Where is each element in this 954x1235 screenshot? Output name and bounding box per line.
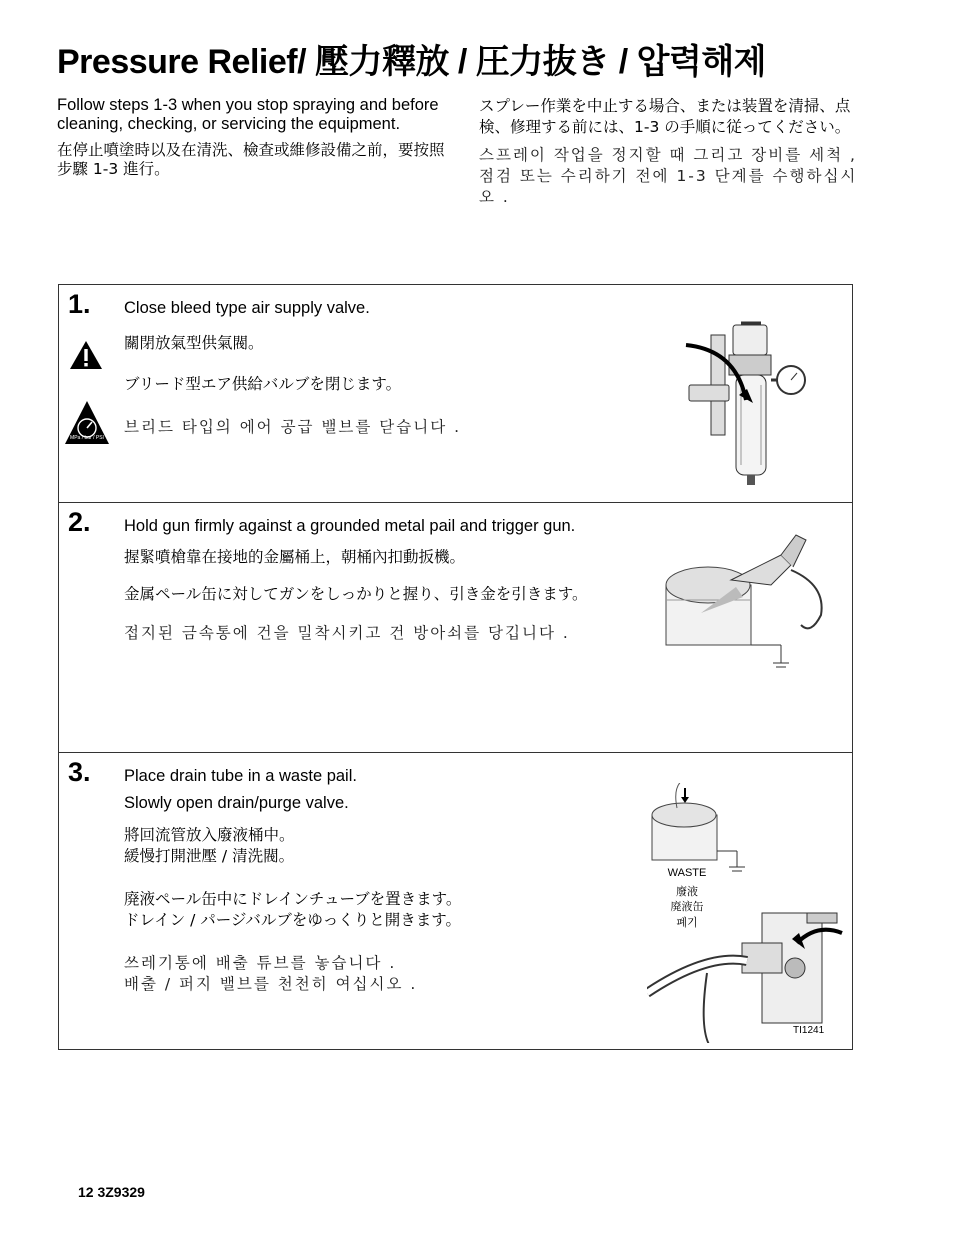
warning-triangle-icon <box>68 339 104 376</box>
step-1-ja: ブリード型エア供給バルブを閉じます。 <box>124 375 402 393</box>
step-3-zh-2: 緩慢打開泄壓 / 清洗閥。 <box>124 847 295 865</box>
intro-en: Follow steps 1-3 when you stop spraying and before cleaning, checking, or servicing the equipment. <box>57 96 439 133</box>
intro-ja: スプレー作業を中止する場合、または装置を清掃、点検、修理する前には、1-3 の手順に従ってください。 <box>479 97 851 136</box>
step-2-en: Hold gun firmly against a grounded metal pail and trigger gun. <box>124 517 576 535</box>
step-3-en-2: Slowly open drain/purge valve. <box>124 794 349 812</box>
figure-ref: TI1241 <box>793 1025 825 1036</box>
step-number: 3. <box>68 757 91 787</box>
step-1-ko: 브리드 타입의 에어 공급 밸브를 닫습니다 . <box>124 418 462 436</box>
step-3-en-1: Place drain tube in a waste pail. <box>124 767 357 785</box>
waste-label-ko: 폐기 <box>676 916 698 929</box>
pressure-units: MPa / bar / PSI <box>70 435 104 441</box>
drain-valve-figure <box>647 783 847 1043</box>
waste-label-ja: 廃液缶 <box>670 900 704 913</box>
step-3-ja-2: ドレイン / パージバルブをゆっくりと開きます。 <box>124 911 462 929</box>
intro-left <box>57 96 447 186</box>
page-footer: 12 3Z9329 <box>78 1184 145 1200</box>
step-3-box <box>58 752 853 1050</box>
step-1-box <box>58 284 853 503</box>
step-2-text <box>124 513 644 644</box>
step-3-ko-1: 쓰레기통에 배출 튜브를 놓습니다 . <box>124 954 397 972</box>
intro-ko: 스프레이 작업을 정지할 때 그리고 장비를 세척 , 점검 또는 수리하기 전에 1-3 단계를 수행하십시오 . <box>479 146 858 206</box>
step-3-ja-1: 廃液ペール缶中にドレインチューブを置きます。 <box>124 890 462 908</box>
step-2-zh: 握緊噴槍靠在接地的金屬桶上，朝桶內扣動扳機。 <box>124 548 466 566</box>
step-1-zh: 關閉放氣型供氣閥。 <box>124 334 264 352</box>
step-3-zh-1: 將回流管放入廢液桶中。 <box>124 826 295 844</box>
waste-label-en: WASTE <box>667 867 707 879</box>
air-filter-valve-figure <box>681 315 811 500</box>
spray-gun-pail-figure <box>661 525 841 675</box>
step-2-box <box>58 502 853 753</box>
step-number: 1. <box>68 289 91 319</box>
pressure-gauge-icon <box>64 400 110 451</box>
step-1-en: Close bleed type air supply valve. <box>124 299 370 317</box>
step-2-ko: 접지된 금속통에 건을 밀착시키고 건 방아쇠를 당깁니다 . <box>124 624 570 642</box>
intro-right <box>479 96 859 215</box>
step-3-ko-2: 배출 / 퍼지 밸브를 천천히 여십시오 . <box>124 975 418 993</box>
intro-zh: 在停止噴塗時以及在清洗、檢查或維修設備之前，要按照步驟 1-3 進行。 <box>57 141 445 178</box>
step-3-text <box>124 763 644 995</box>
step-2-ja: 金属ペール缶に対してガンをしっかりと握り、引き金を引きます。 <box>124 585 588 603</box>
waste-label-zh: 廢液 <box>676 885 698 898</box>
step-1-text <box>124 295 644 438</box>
page-title: Pressure Relief/ 壓力釋放 / 圧力抜き / 압력해제 <box>57 43 767 81</box>
step-number: 2. <box>68 507 91 537</box>
